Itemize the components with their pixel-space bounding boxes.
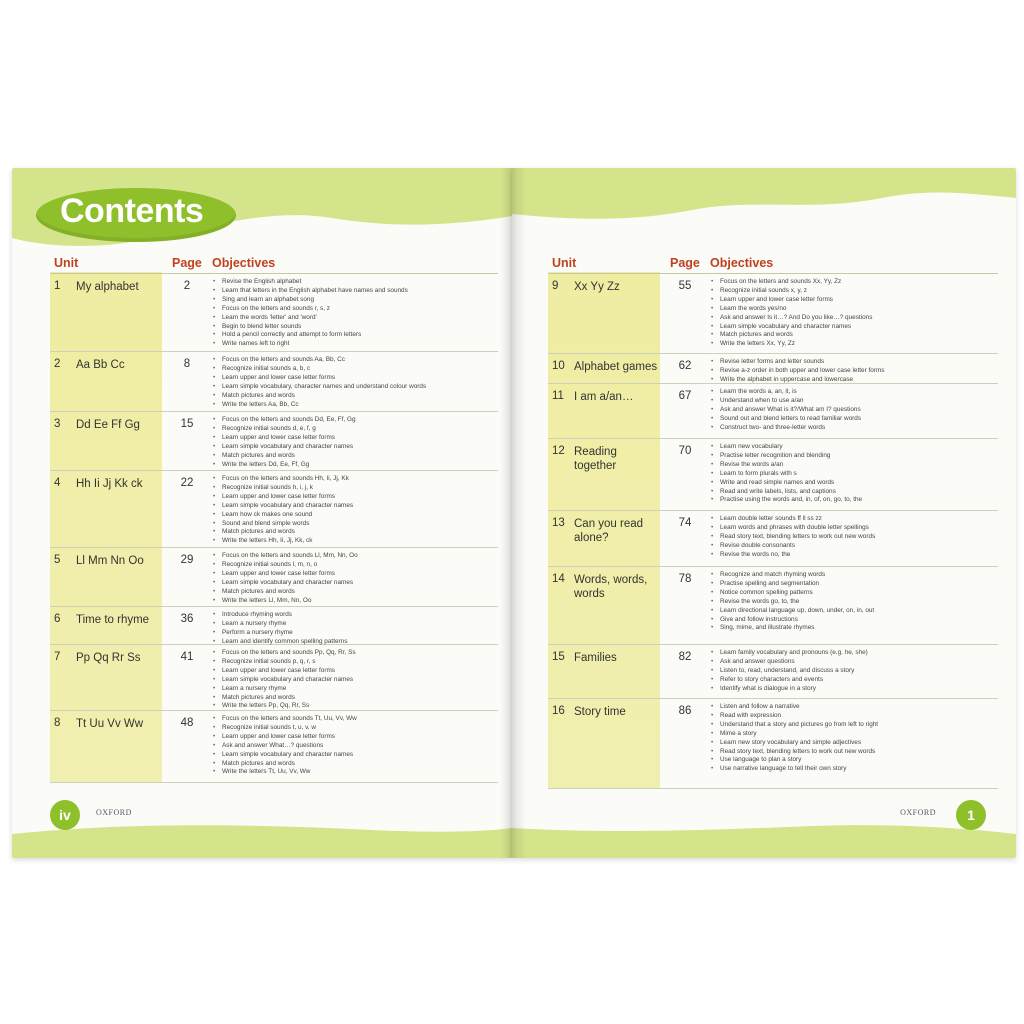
- unit-number: 14: [552, 573, 565, 585]
- objective-item: • Learn new vocabulary: [710, 443, 996, 452]
- page-number-right: 1: [956, 800, 986, 830]
- unit-title: My alphabet: [76, 281, 139, 293]
- objective-item: • Mime a story: [710, 730, 996, 739]
- objective-item: • Write the letters Dd, Ee, Ff, Gg: [212, 461, 496, 470]
- objective-item: • Learn words and phrases with double letter spellings: [710, 524, 996, 533]
- objectives-list: [710, 703, 996, 774]
- unit-header-right: Unit: [552, 256, 577, 270]
- objective-item: • Learn upper and lower case letter forms: [710, 296, 996, 305]
- unit-title: Time to rhyme: [76, 614, 150, 626]
- unit-number: 9: [552, 280, 559, 292]
- unit-title: Ll Mm Nn Oo: [76, 555, 144, 567]
- objective-item: • Learn the words 'letter' and 'word': [212, 314, 496, 323]
- objective-item: • Learn upper and lower case letter forms: [212, 570, 496, 579]
- objective-item: • Focus on the letters and sounds Tt, Uu, Vv, Ww: [212, 715, 496, 724]
- unit-title: I am a/an…: [574, 391, 634, 403]
- objective-item: • Listen and follow a narrative: [710, 703, 996, 712]
- unit-page-number: 8: [183, 358, 191, 370]
- objective-item: • Learn upper and lower case letter forms: [212, 733, 496, 742]
- objective-item: • Ask and answer questions: [710, 658, 996, 667]
- objectives-list: [212, 611, 496, 647]
- objective-item: • Learn upper and lower case letter forms: [212, 434, 496, 443]
- objective-item: • Learn directional language up, down, under, on, in, out: [710, 607, 996, 616]
- objective-item: • Learn simple vocabulary, character names and understand colour words: [212, 383, 496, 392]
- page-number-left: iv: [50, 800, 80, 830]
- objective-item: • Learn upper and lower case letter forms: [212, 667, 496, 676]
- unit-row: [50, 645, 498, 711]
- objectives-list: [710, 388, 996, 433]
- objective-item: • Sing and learn an alphabet song: [212, 296, 496, 305]
- objective-item: • Recognize initial sounds h, i, j, k: [212, 484, 496, 493]
- objective-item: • Recognize initial sounds d, e, f, g: [212, 425, 496, 434]
- unit-title: Story time: [574, 706, 626, 718]
- unit-title: Alphabet games: [574, 361, 658, 373]
- objective-item: • Recognize initial sounds a, b, c: [212, 365, 496, 374]
- objectives-list: [212, 278, 496, 349]
- contents-table-left: [50, 254, 498, 783]
- unit-title: Reading together: [574, 446, 617, 472]
- unit-page-number: 55: [678, 280, 692, 292]
- objectives-list: [710, 443, 996, 505]
- objective-item: • Learn upper and lower case letter forms: [212, 374, 496, 383]
- objective-item: • Listen to, read, understand, and discuss a story: [710, 667, 996, 676]
- unit-title: Tt Uu Vv Ww: [76, 718, 144, 730]
- objectives-header: Objectives: [212, 256, 276, 270]
- publisher-logo-right: OXFORD: [900, 808, 936, 817]
- objective-item: • Match pictures and words: [212, 694, 496, 703]
- unit-row: [548, 699, 998, 789]
- objective-item: • Learn a nursery rhyme: [212, 620, 496, 629]
- unit-number: 1: [54, 280, 61, 292]
- objective-item: • Introduce rhyming words: [212, 611, 496, 620]
- objectives-list: [212, 416, 496, 469]
- unit-page-number: 41: [180, 651, 194, 663]
- page-header: Page: [172, 256, 202, 270]
- objective-item: • Read with expression: [710, 712, 996, 721]
- objectives-header-right: Objectives: [710, 256, 774, 270]
- unit-header: Unit: [54, 256, 79, 270]
- objective-item: • Identify what is dialogue in a story: [710, 685, 996, 694]
- objective-item: • Match pictures and words: [212, 392, 496, 401]
- objective-item: • Read story text, blending letters to work out new words: [710, 533, 996, 542]
- objective-item: • Read and write labels, lists, and captions: [710, 488, 996, 497]
- objective-item: • Recognize initial sounds t, u, v, w: [212, 724, 496, 733]
- unit-page-number: 78: [678, 573, 692, 585]
- unit-page-number: 67: [678, 390, 692, 402]
- unit-title: Xx Yy Zz: [574, 281, 620, 293]
- objective-item: • Learn that letters in the English alphabet have names and sounds: [212, 287, 496, 296]
- objective-item: • Learn the words yes/no: [710, 305, 996, 314]
- objective-item: • Revise a-z order in both upper and lower case letter forms: [710, 367, 996, 376]
- unit-row: [50, 412, 498, 471]
- objectives-list: [710, 278, 996, 349]
- objectives-list: [212, 552, 496, 605]
- objective-item: • Recognize initial sounds p, q, r, s: [212, 658, 496, 667]
- objective-item: • Learn and identify common spelling patterns: [212, 638, 496, 647]
- objective-item: • Focus on the letters and sounds Dd, Ee, Ff, Gg: [212, 416, 496, 425]
- unit-number: 12: [552, 445, 565, 457]
- objective-item: • Use language to plan a story: [710, 756, 996, 765]
- objective-item: • Write the letters Xx, Yy, Zz: [710, 340, 996, 349]
- unit-row: [548, 274, 998, 354]
- unit-number: 16: [552, 705, 565, 717]
- unit-title: Pp Qq Rr Ss: [76, 652, 141, 664]
- objective-item: • Learn simple vocabulary and character names: [212, 579, 496, 588]
- publisher-logo-left: OXFORD: [96, 808, 132, 817]
- unit-page-number: 70: [678, 445, 692, 457]
- unit-page-number: 74: [678, 517, 692, 529]
- unit-number: 13: [552, 517, 565, 529]
- unit-number: 6: [54, 613, 61, 625]
- objective-item: • Learn to form plurals with s: [710, 470, 996, 479]
- unit-row: [548, 511, 998, 567]
- objective-item: • Learn a nursery rhyme: [212, 685, 496, 694]
- unit-number: 2: [54, 358, 61, 370]
- objectives-list: [212, 356, 496, 409]
- objective-item: • Practise spelling and segmentation: [710, 580, 996, 589]
- objectives-list: [710, 515, 996, 560]
- objectives-list: [710, 649, 996, 694]
- page-header-right: Page: [670, 256, 700, 270]
- objective-item: • Learn simple vocabulary and character names: [212, 751, 496, 760]
- objective-item: • Begin to blend letter sounds: [212, 323, 496, 332]
- bottom-band-right: [512, 814, 1016, 858]
- unit-title: Aa Bb Cc: [76, 359, 125, 371]
- objective-item: • Practise using the words and, in, of, on, go, to, the: [710, 496, 996, 505]
- objective-item: • Recognize initial sounds x, y, z: [710, 287, 996, 296]
- objective-item: • Revise the words a/an: [710, 461, 996, 470]
- objective-item: • Understand that a story and pictures go from left to right: [710, 721, 996, 730]
- unit-page-number: 48: [180, 717, 194, 729]
- objective-item: • Match pictures and words: [212, 760, 496, 769]
- left-page: [12, 168, 512, 858]
- unit-row: [50, 607, 498, 645]
- objective-item: • Learn simple vocabulary and character names: [212, 502, 496, 511]
- objectives-list: [212, 475, 496, 546]
- unit-number: 4: [54, 477, 61, 489]
- right-page: [512, 168, 1016, 858]
- objectives-list: [212, 649, 496, 711]
- objective-item: • Write the letters Ll, Mm, Nn, Oo: [212, 597, 496, 606]
- objective-item: • Learn simple vocabulary and character names: [212, 676, 496, 685]
- objective-item: • Match pictures and words: [212, 452, 496, 461]
- objective-item: • Write the alphabet in uppercase and lowercase: [710, 376, 996, 385]
- unit-title: Can you read alone?: [574, 518, 644, 544]
- objective-item: • Focus on the letters and sounds r, s, z: [212, 305, 496, 314]
- objective-item: • Learn family vocabulary and pronouns (e.g. he, she): [710, 649, 996, 658]
- unit-page-number: 62: [678, 360, 692, 372]
- objective-item: • Revise double consonants: [710, 542, 996, 551]
- unit-row: [50, 274, 498, 352]
- objective-item: • Match pictures and words: [212, 528, 496, 537]
- objective-item: • Learn how ck makes one sound: [212, 511, 496, 520]
- objectives-list: [710, 358, 996, 385]
- objective-item: • Learn simple vocabulary and character names: [212, 443, 496, 452]
- objective-item: • Focus on the letters and sounds Ll, Mm, Nn, Oo: [212, 552, 496, 561]
- objective-item: • Learn new story vocabulary and simple adjectives: [710, 739, 996, 748]
- unit-number: 3: [54, 418, 61, 430]
- unit-row: [548, 384, 998, 439]
- unit-row: [50, 471, 498, 548]
- unit-number: 11: [552, 390, 564, 402]
- unit-title: Families: [574, 652, 617, 664]
- objective-item: • Sing, mime, and illustrate rhymes: [710, 624, 996, 633]
- unit-row: [50, 711, 498, 783]
- objective-item: • Learn upper and lower case letter forms: [212, 493, 496, 502]
- table-header-right: [548, 254, 998, 274]
- unit-row: [50, 548, 498, 607]
- objective-item: • Focus on the letters and sounds Aa, Bb, Cc: [212, 356, 496, 365]
- objective-item: • Notice common spelling patterns: [710, 589, 996, 598]
- objective-item: • Give and follow instructions: [710, 616, 996, 625]
- page-title: Contents: [60, 192, 204, 230]
- objective-item: • Read story text, blending letters to work out new words: [710, 748, 996, 757]
- objective-item: • Sound out and blend letters to read familiar words: [710, 415, 996, 424]
- objective-item: • Construct two- and three-letter words: [710, 424, 996, 433]
- table-header: [50, 254, 498, 274]
- objective-item: • Learn the words a, an, it, is: [710, 388, 996, 397]
- objective-item: • Write and read simple names and words: [710, 479, 996, 488]
- objectives-list: [212, 715, 496, 777]
- unit-title: Dd Ee Ff Gg: [76, 419, 140, 431]
- objective-item: • Focus on the letters and sounds Pp, Qq, Rr, Ss: [212, 649, 496, 658]
- unit-number: 10: [552, 360, 565, 372]
- unit-row: [50, 352, 498, 412]
- objective-item: • Write the letters Aa, Bb, Cc: [212, 401, 496, 410]
- objective-item: • Understand when to use a/an: [710, 397, 996, 406]
- unit-row: [548, 439, 998, 511]
- objective-item: • Recognize and match rhyming words: [710, 571, 996, 580]
- objective-item: • Match pictures and words: [212, 588, 496, 597]
- unit-number: 7: [54, 651, 61, 663]
- contents-table-right: [548, 254, 998, 789]
- open-book: [12, 168, 1016, 858]
- objective-item: • Revise the words go, to, the: [710, 598, 996, 607]
- unit-title: Words, words, words: [574, 574, 648, 600]
- objective-item: • Write names left to right: [212, 340, 496, 349]
- objective-item: • Focus on the letters and sounds Hh, Ii, Jj, Kk: [212, 475, 496, 484]
- unit-page-number: 2: [183, 280, 191, 292]
- objective-item: • Use narrative language to tell their own story: [710, 765, 996, 774]
- objective-item: • Ask and answer Is it…? And Do you like…? questions: [710, 314, 996, 323]
- unit-page-number: 29: [180, 554, 194, 566]
- unit-number: 15: [552, 651, 565, 663]
- unit-number: 5: [54, 554, 61, 566]
- unit-row: [548, 645, 998, 699]
- objective-item: • Hold a pencil correctly and attempt to form letters: [212, 331, 496, 340]
- objective-item: • Write the letters Pp, Qq, Rr, Ss: [212, 702, 496, 711]
- objective-item: • Learn double letter sounds ff ll ss zz: [710, 515, 996, 524]
- objective-item: • Ask and answer What is it?/What am I? questions: [710, 406, 996, 415]
- unit-page-number: 15: [180, 418, 194, 430]
- unit-page-number: 22: [180, 477, 194, 489]
- objective-item: • Sound and blend simple words: [212, 520, 496, 529]
- unit-page-number: 36: [180, 613, 194, 625]
- objective-item: • Refer to story characters and events: [710, 676, 996, 685]
- unit-row: [548, 567, 998, 645]
- objective-item: • Write the letters Hh, Ii, Jj, Kk, ck: [212, 537, 496, 546]
- objective-item: • Ask and answer What…? questions: [212, 742, 496, 751]
- objective-item: • Focus on the letters and sounds Xx, Yy, Zz: [710, 278, 996, 287]
- bottom-band: [12, 814, 512, 858]
- objectives-list: [710, 571, 996, 633]
- objective-item: • Write the letters Tt, Uu, Vv, Ww: [212, 768, 496, 777]
- objective-item: • Revise the words no, the: [710, 551, 996, 560]
- objective-item: • Revise the English alphabet: [212, 278, 496, 287]
- objective-item: • Perform a nursery rhyme: [212, 629, 496, 638]
- unit-title: Hh Ii Jj Kk ck: [76, 478, 143, 490]
- objective-item: • Practise letter recognition and blending: [710, 452, 996, 461]
- objective-item: • Learn simple vocabulary and character names: [710, 323, 996, 332]
- objective-item: • Recognize initial sounds l, m, n, o: [212, 561, 496, 570]
- objective-item: • Match pictures and words: [710, 331, 996, 340]
- objective-item: • Revise letter forms and letter sounds: [710, 358, 996, 367]
- unit-page-number: 86: [678, 705, 692, 717]
- unit-number: 8: [54, 717, 61, 729]
- unit-page-number: 82: [678, 651, 692, 663]
- unit-row: [548, 354, 998, 384]
